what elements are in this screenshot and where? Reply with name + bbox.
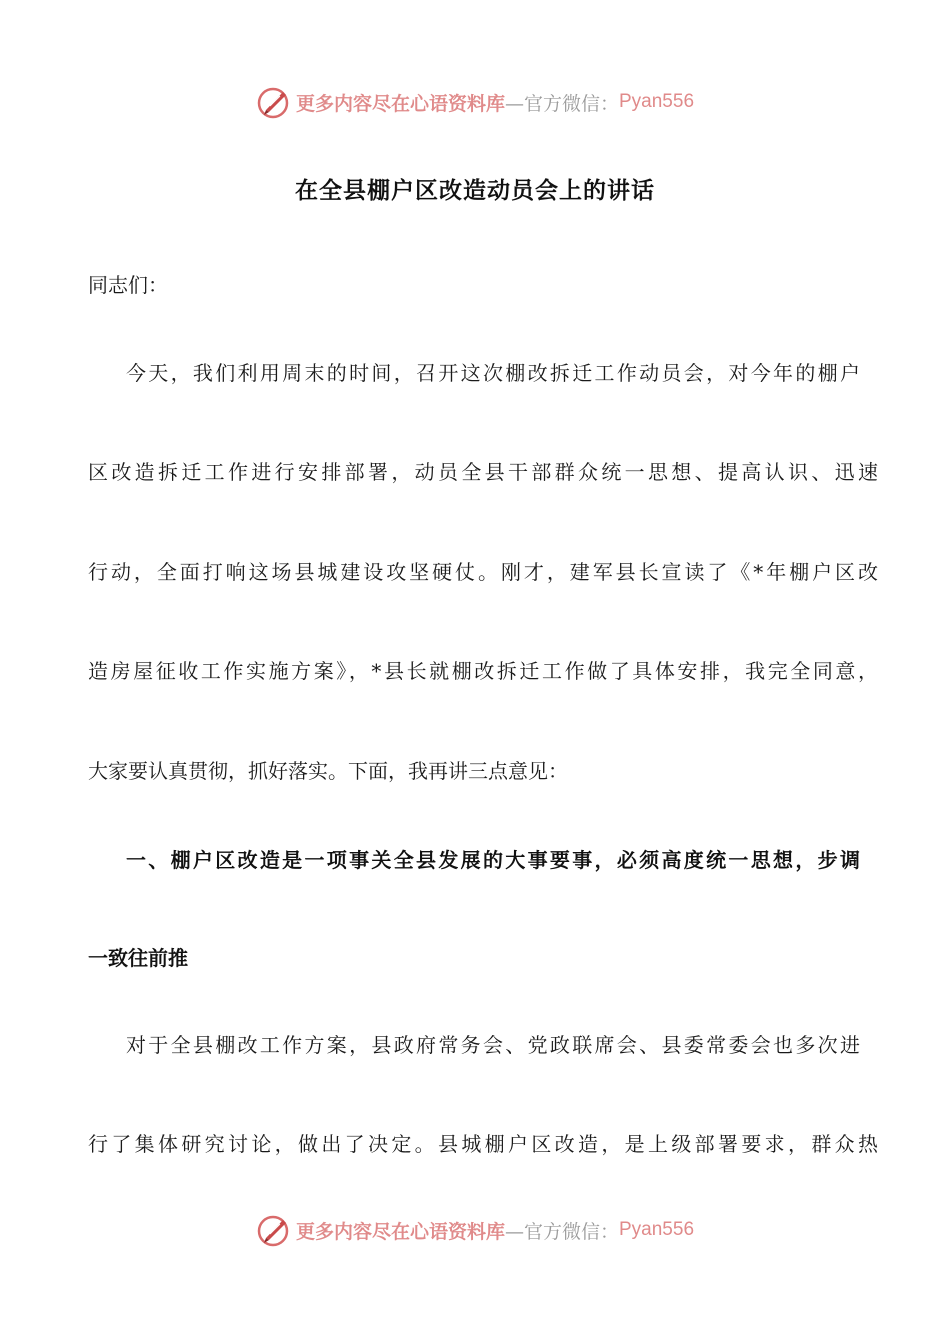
section-heading-continued: 一致往前推 — [88, 946, 188, 970]
section-heading: 一、棚户区改造是一项事关全县发展的大事要事，必须高度统一思想，步调 — [126, 848, 860, 872]
watermark-banner-bottom — [0, 1210, 950, 1250]
paragraph-line: 造房屋征收工作实施方案》，*县长就棚改拆迁工作做了具体安排，我完全同意， — [88, 659, 878, 683]
watermark-id-text: Pyan556 — [619, 1219, 695, 1240]
paragraph-line: 区改造拆迁工作进行安排部署，动员全县干部群众统一思想、提高认识、迅速 — [88, 460, 878, 484]
watermark-sub-text: —官方微信： — [504, 92, 619, 115]
watermark-sub-text: —官方微信： — [504, 1220, 619, 1243]
watermark-main-text: 更多内容尽在心语资料库 — [295, 1220, 505, 1243]
watermark-banner-top — [0, 82, 950, 122]
paragraph-line: 大家要认真贯彻，抓好落实。下面，我再讲三点意见： — [88, 759, 568, 783]
salutation: 同志们： — [88, 273, 168, 297]
paragraph-line: 对于全县棚改工作方案，县政府常务会、党政联席会、县委常委会也多次进 — [126, 1033, 860, 1057]
paragraph-line: 今天，我们利用周末的时间，召开这次棚改拆迁工作动员会，对今年的棚户 — [126, 361, 860, 385]
paragraph-line: 行了集体研究讨论，做出了决定。县城棚户区改造，是上级部署要求，群众热 — [88, 1132, 878, 1156]
quill-pen-icon — [256, 84, 292, 120]
paragraph-line: 行动，全面打响这场县城建设攻坚硬仗。刚才，建军县长宣读了《*年棚户区改 — [88, 560, 878, 584]
quill-pen-icon — [256, 1212, 292, 1248]
watermark-id-text: Pyan556 — [619, 91, 695, 112]
watermark-main-text: 更多内容尽在心语资料库 — [295, 92, 505, 115]
page-title: 在全县棚户区改造动员会上的讲话 — [295, 178, 655, 204]
